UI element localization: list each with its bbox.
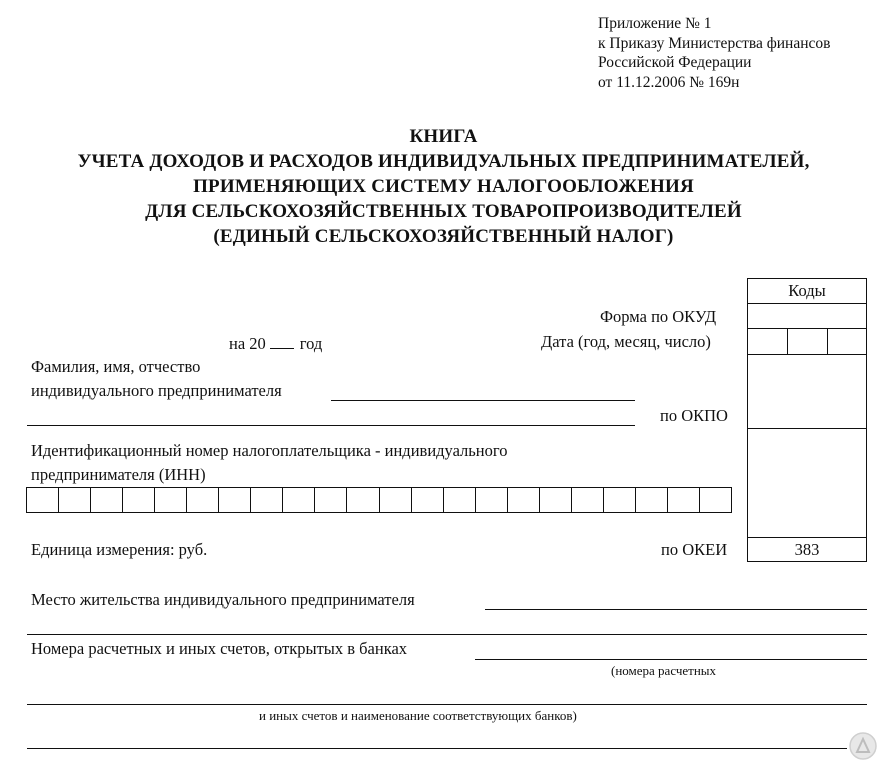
codes-table xyxy=(747,278,867,562)
inn-digit-cell[interactable] xyxy=(91,488,123,512)
inn-digit-cell[interactable] xyxy=(508,488,540,512)
okei-code-value[interactable]: 383 xyxy=(794,540,820,559)
watermark-logo-icon xyxy=(848,731,878,761)
inn-label-line-1: Идентификационный номер налогоплательщика - индивидуального xyxy=(31,441,508,460)
document-title xyxy=(0,124,887,249)
residence-input-line[interactable] xyxy=(485,609,867,610)
okpo-label: по ОКПО xyxy=(660,406,728,425)
fio-label-line-1: Фамилия, имя, отчество xyxy=(31,357,201,376)
codes-header: Коды xyxy=(788,281,826,300)
inn-digit-cell[interactable] xyxy=(700,488,731,512)
accounts-input-line[interactable] xyxy=(475,659,867,660)
codes-row-divider xyxy=(748,303,866,304)
inn-digit-cell[interactable] xyxy=(572,488,604,512)
year-field xyxy=(229,332,322,354)
codes-row-divider xyxy=(748,428,866,429)
inn-digit-cell[interactable] xyxy=(251,488,283,512)
inn-digit-cell[interactable] xyxy=(123,488,155,512)
inn-digit-cell[interactable] xyxy=(315,488,347,512)
inn-input-cells[interactable] xyxy=(26,487,732,513)
accounts-hint-1: (номера расчетных xyxy=(611,663,717,678)
inn-digit-cell[interactable] xyxy=(476,488,508,512)
fio-input-line-2[interactable] xyxy=(27,425,635,426)
inn-digit-cell[interactable] xyxy=(540,488,572,512)
title-line-4: ДЛЯ СЕЛЬСКОХОЗЯЙСТВЕННЫХ ТОВАРОПРОИЗВОДИТЕЛЕЙ xyxy=(145,201,742,222)
residence-input-line-2[interactable] xyxy=(27,634,867,635)
okei-label: по ОКЕИ xyxy=(661,540,728,559)
inn-digit-cell[interactable] xyxy=(27,488,59,512)
okud-label: Форма по ОКУД xyxy=(600,307,717,326)
inn-digit-cell[interactable] xyxy=(187,488,219,512)
date-cell-divider xyxy=(827,328,828,354)
codes-row-divider xyxy=(748,537,866,538)
codes-row-divider xyxy=(748,328,866,329)
appendix-line-1: Приложение № 1 xyxy=(598,15,712,32)
inn-digit-cell[interactable] xyxy=(380,488,412,512)
fio-input-line[interactable] xyxy=(331,400,635,401)
inn-label-line-2: предпринимателя (ИНН) xyxy=(31,465,206,484)
inn-digit-cell[interactable] xyxy=(636,488,668,512)
codes-row-divider xyxy=(748,354,866,355)
residence-label: Место жительства индивидуального предпринимателя xyxy=(31,590,415,609)
appendix-line-2: к Приказу Министерства финансов xyxy=(598,34,831,52)
inn-digit-cell[interactable] xyxy=(59,488,91,512)
appendix-line-3: Российской Федерации xyxy=(598,54,752,71)
inn-digit-cell[interactable] xyxy=(219,488,251,512)
appendix-line-4: от 11.12.2006 № 169н xyxy=(598,73,740,91)
title-line-2: УЧЕТА ДОХОДОВ И РАСХОДОВ ИНДИВИДУАЛЬНЫХ ПРЕДПРИНИМАТЕЛЕЙ, xyxy=(77,151,810,172)
accounts-label: Номера расчетных и иных счетов, открытых в банках xyxy=(31,639,408,658)
title-line-1: КНИГА xyxy=(409,126,478,147)
inn-digit-cell[interactable] xyxy=(444,488,476,512)
year-prefix: на 20 xyxy=(229,334,266,353)
date-label: Дата (год, месяц, число) xyxy=(541,332,711,351)
title-line-3: ПРИМЕНЯЮЩИХ СИСТЕМУ НАЛОГООБЛОЖЕНИЯ xyxy=(193,176,694,197)
inn-digit-cell[interactable] xyxy=(155,488,187,512)
inn-digit-cell[interactable] xyxy=(347,488,379,512)
accounts-hint-2: и иных счетов и наименование соответствующих банков) xyxy=(259,708,577,723)
inn-digit-cell[interactable] xyxy=(412,488,444,512)
unit-label: Единица измерения: руб. xyxy=(31,540,208,559)
year-suffix: год xyxy=(299,334,323,353)
date-cell-divider xyxy=(787,328,788,354)
fio-label-line-2: индивидуального предпринимателя xyxy=(31,381,282,400)
year-input[interactable] xyxy=(270,332,294,349)
title-line-5: (ЕДИНЫЙ СЕЛЬСКОХОЗЯЙСТВЕННЫЙ НАЛОГ) xyxy=(213,226,674,247)
accounts-input-line-2[interactable] xyxy=(27,704,867,705)
inn-digit-cell[interactable] xyxy=(604,488,636,512)
accounts-input-line-3[interactable] xyxy=(27,748,847,749)
inn-digit-cell[interactable] xyxy=(668,488,700,512)
appendix-header xyxy=(598,14,830,92)
inn-digit-cell[interactable] xyxy=(283,488,315,512)
